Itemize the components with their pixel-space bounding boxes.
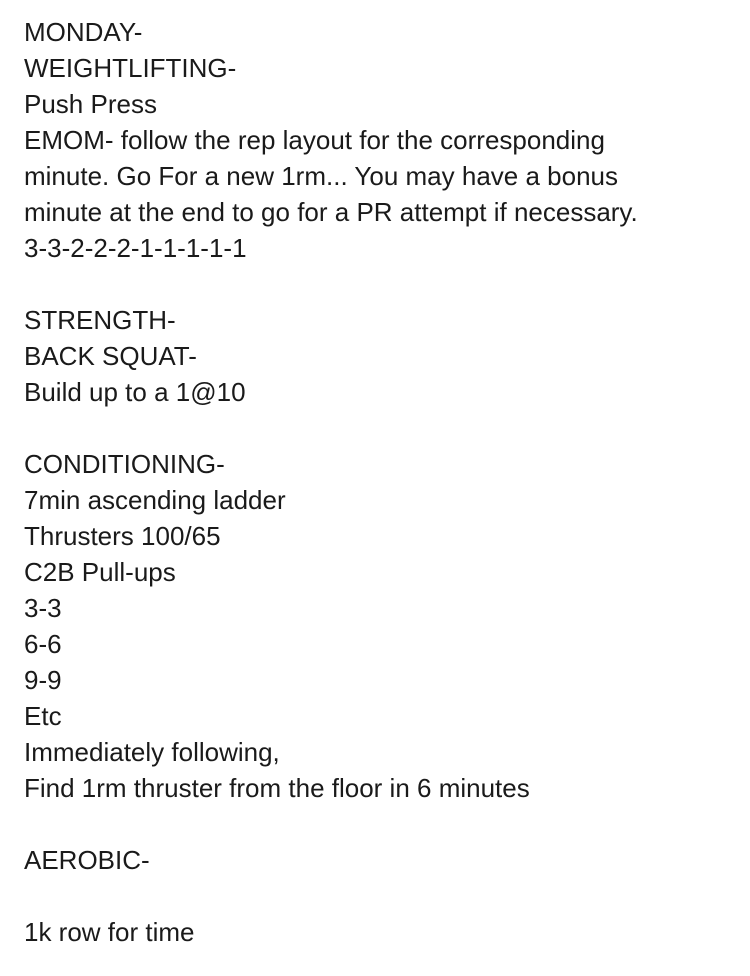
weightlifting-desc-line: minute at the end to go for a PR attempt if necessary. (24, 197, 638, 227)
weightlifting-heading: WEIGHTLIFTING- (24, 53, 237, 83)
spacer (24, 266, 740, 302)
weightlifting-desc-line: EMOM- follow the rep layout for the corresponding (24, 125, 605, 155)
conditioning-line: Etc (24, 701, 62, 731)
conditioning-line: 6-6 (24, 629, 62, 659)
aerobic-heading: AEROBIC- (24, 845, 150, 875)
conditioning-line: Immediately following, (24, 737, 280, 767)
conditioning-line: Thrusters 100/65 (24, 521, 221, 551)
aerobic-detail: 1k row for time (24, 917, 195, 947)
day-heading: MONDAY- (24, 17, 143, 47)
weightlifting-exercise: Push Press (24, 89, 157, 119)
strength-detail: Build up to a 1@10 (24, 377, 246, 407)
conditioning-line: Find 1rm thruster from the floor in 6 minutes (24, 773, 530, 803)
conditioning-line: 7min ascending ladder (24, 485, 286, 515)
conditioning-line: C2B Pull-ups (24, 557, 176, 587)
conditioning-heading: CONDITIONING- (24, 449, 225, 479)
conditioning-line: 3-3 (24, 593, 62, 623)
spacer (24, 806, 740, 842)
spacer (24, 878, 740, 914)
spacer (24, 410, 740, 446)
strength-heading: STRENGTH- (24, 305, 176, 335)
weightlifting-reps: 3-3-2-2-2-1-1-1-1-1 (24, 233, 247, 263)
conditioning-line: 9-9 (24, 665, 62, 695)
strength-exercise: BACK SQUAT- (24, 341, 197, 371)
weightlifting-desc-line: minute. Go For a new 1rm... You may have a bonus (24, 161, 618, 191)
